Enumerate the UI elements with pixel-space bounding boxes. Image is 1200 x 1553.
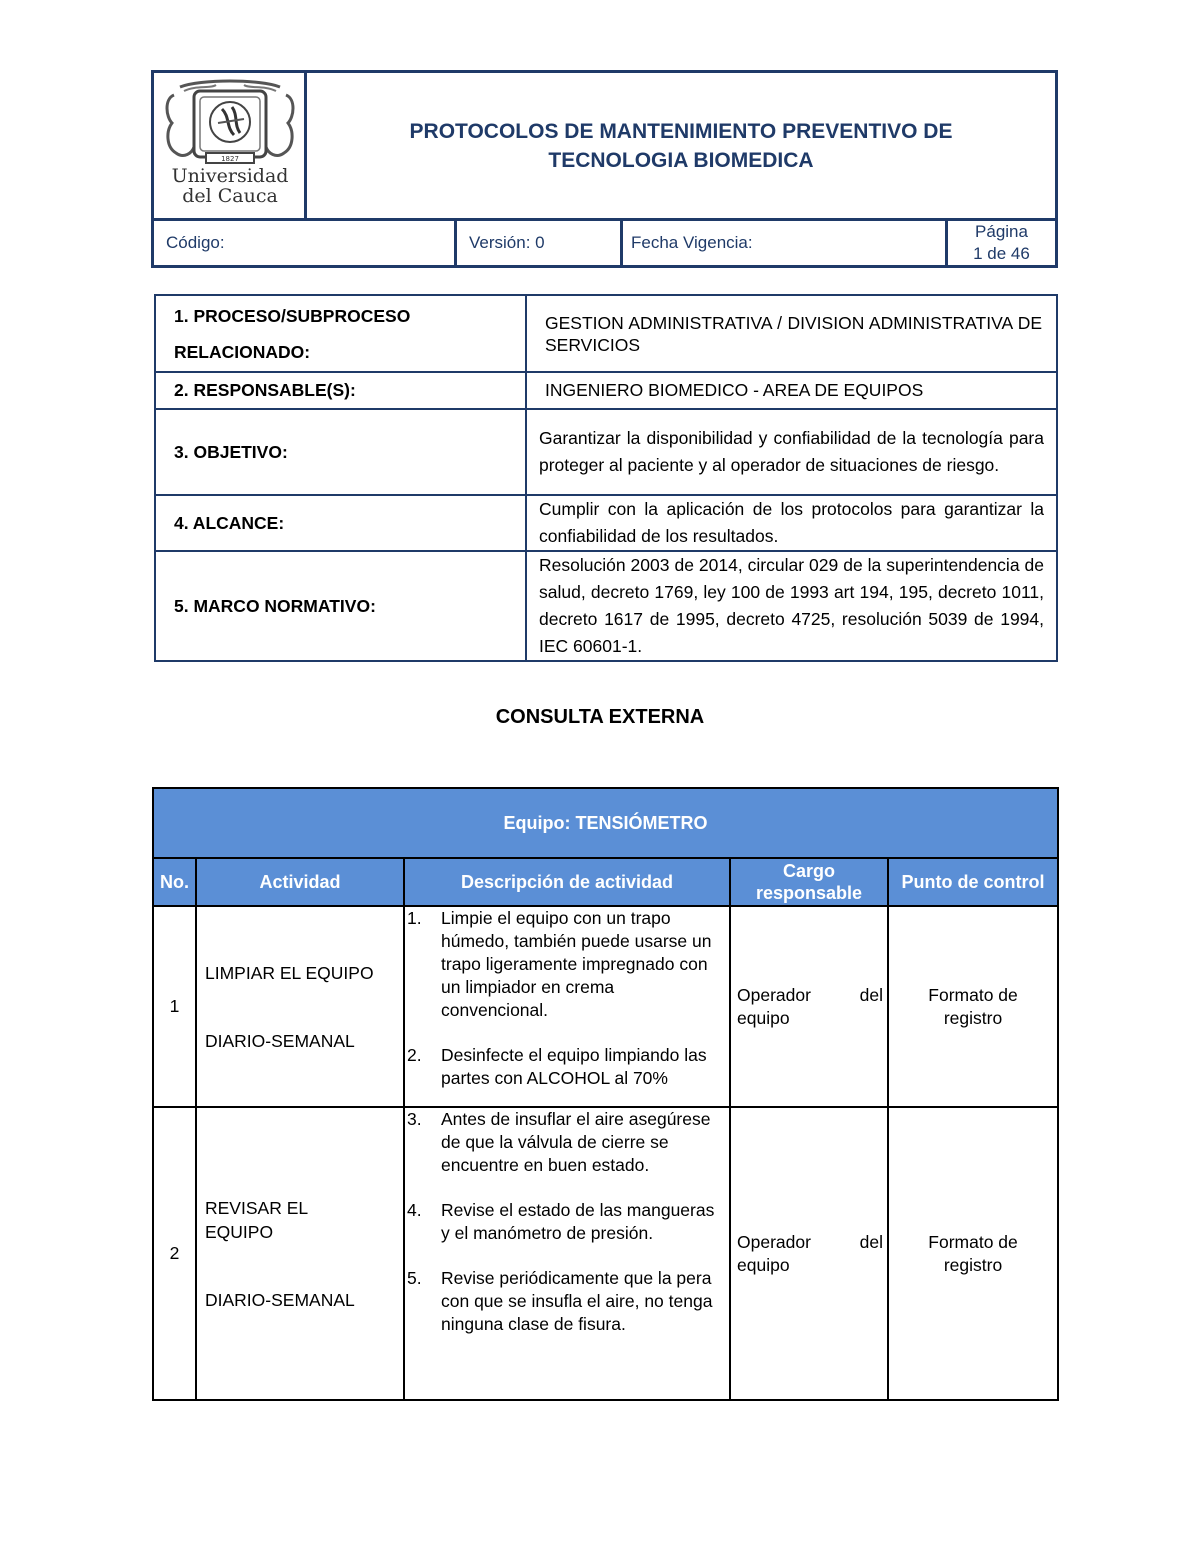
column-header-actividad: Actividad bbox=[196, 858, 404, 906]
logo-text-line1: Universidad bbox=[171, 165, 289, 187]
fecha-vigencia-field: Fecha Vigencia: bbox=[623, 221, 948, 265]
row-description bbox=[404, 1107, 730, 1400]
codigo-field: Código: bbox=[154, 221, 457, 265]
university-logo bbox=[160, 77, 300, 212]
document-title-cell bbox=[307, 73, 1055, 218]
version-field: Versión: 0 bbox=[457, 221, 623, 265]
table-header-row bbox=[153, 858, 1058, 906]
page-number-field bbox=[948, 221, 1055, 265]
row-cargo: Operador del equipo bbox=[730, 1107, 888, 1400]
logo-cell bbox=[154, 73, 307, 218]
title-line-2: TECNOLOGIA BIOMEDICA bbox=[548, 148, 814, 172]
description-step: 3. Antes de insuflar el aire asegúrese de que la válvula de cierre se encuentre en buen estado. bbox=[407, 1109, 711, 1175]
row-description bbox=[404, 906, 730, 1107]
logo-text-line2: del Cauca bbox=[182, 185, 278, 207]
column-header-descripcion: Descripción de actividad bbox=[404, 858, 730, 906]
info-value: INGENIERO BIOMEDICO - AREA DE EQUIPOS bbox=[526, 372, 1057, 409]
column-header-no: No. bbox=[153, 858, 196, 906]
info-row-marco-normativo bbox=[155, 551, 1057, 661]
row-activity bbox=[196, 906, 404, 1107]
document-meta-row bbox=[154, 218, 1055, 265]
section-title: CONSULTA EXTERNA bbox=[495, 706, 705, 728]
table-row bbox=[153, 1107, 1058, 1400]
page-label: Página bbox=[975, 222, 1028, 241]
row-punto-control: Formato de registro bbox=[888, 1107, 1058, 1400]
info-label-line2: RELACIONADO: bbox=[174, 341, 311, 362]
row-number: 2 bbox=[153, 1107, 196, 1400]
info-row-objetivo bbox=[155, 409, 1057, 495]
svg-text:1827: 1827 bbox=[221, 155, 239, 163]
row-cargo: Operador del equipo bbox=[730, 906, 888, 1107]
description-step: 5. Revise periódicamente que la pera con que se insufla el aire, no tenga ninguna clase de fisura. bbox=[407, 1268, 713, 1334]
column-header-punto: Punto de control bbox=[888, 858, 1058, 906]
row-activity bbox=[196, 1107, 404, 1400]
info-value: GESTION ADMINISTRATIVA / DIVISION ADMINISTRATIVA DE SERVICIOS bbox=[526, 295, 1057, 372]
process-info-table bbox=[154, 294, 1058, 662]
equipment-activity-table bbox=[152, 787, 1059, 1401]
document-title bbox=[410, 117, 953, 175]
info-value: Cumplir con la aplicación de los protocolos para garantizar la confiabilidad de los resultados. bbox=[526, 495, 1057, 551]
equipment-title: Equipo: TENSIÓMETRO bbox=[153, 788, 1058, 858]
info-label bbox=[155, 295, 526, 372]
info-row-responsable bbox=[155, 372, 1057, 409]
info-label: 2. RESPONSABLE(S): bbox=[155, 372, 526, 409]
activity-frequency: DIARIO-SEMANAL bbox=[205, 1289, 355, 1310]
info-label: 4. ALCANCE: bbox=[155, 495, 526, 551]
info-label: 5. MARCO NORMATIVO: bbox=[155, 551, 526, 661]
info-value: Resolución 2003 de 2014, circular 029 de la superintendencia de salud, decreto 1769, ley 100 de 1993 art 194, 195, decreto 1011, decreto 1617 de 1995, decreto 4725, resolución 5039 de 1994, IEC 60601-1. bbox=[526, 551, 1057, 661]
description-step: 2. Desinfecte el equipo limpiando las partes con ALCOHOL al 70% bbox=[407, 1045, 707, 1088]
description-step: 4. Revise el estado de las mangueras y el manómetro de presión. bbox=[407, 1200, 715, 1243]
activity-frequency: DIARIO-SEMANAL bbox=[205, 1030, 355, 1051]
university-seal-icon bbox=[160, 77, 300, 169]
activity-name: LIMPIAR EL EQUIPO bbox=[205, 962, 374, 983]
title-line-1: PROTOCOLOS DE MANTENIMIENTO PREVENTIVO DE bbox=[409, 119, 953, 143]
row-number: 1 bbox=[153, 906, 196, 1107]
table-row bbox=[153, 906, 1058, 1107]
description-step: 1. Limpie el equipo con un trapo húmedo, también puede usarse un trapo ligeramente impregnado con un limpiador en crema convencional. bbox=[407, 908, 712, 1020]
row-punto-control: Formato de registro bbox=[888, 906, 1058, 1107]
document-header bbox=[151, 70, 1058, 268]
info-label-line1: 1. PROCESO/SUBPROCESO bbox=[174, 305, 411, 326]
info-label: 3. OBJETIVO: bbox=[155, 409, 526, 495]
info-row-alcance bbox=[155, 495, 1057, 551]
info-row-proceso bbox=[155, 295, 1057, 372]
activity-name: REVISAR EL EQUIPO bbox=[205, 1197, 308, 1242]
column-header-cargo: Cargo responsable bbox=[730, 858, 888, 906]
info-value: Garantizar la disponibilidad y confiabilidad de la tecnología para proteger al paciente y al operador de situaciones de riesgo. bbox=[526, 409, 1057, 495]
page-count: 1 de 46 bbox=[973, 244, 1030, 263]
